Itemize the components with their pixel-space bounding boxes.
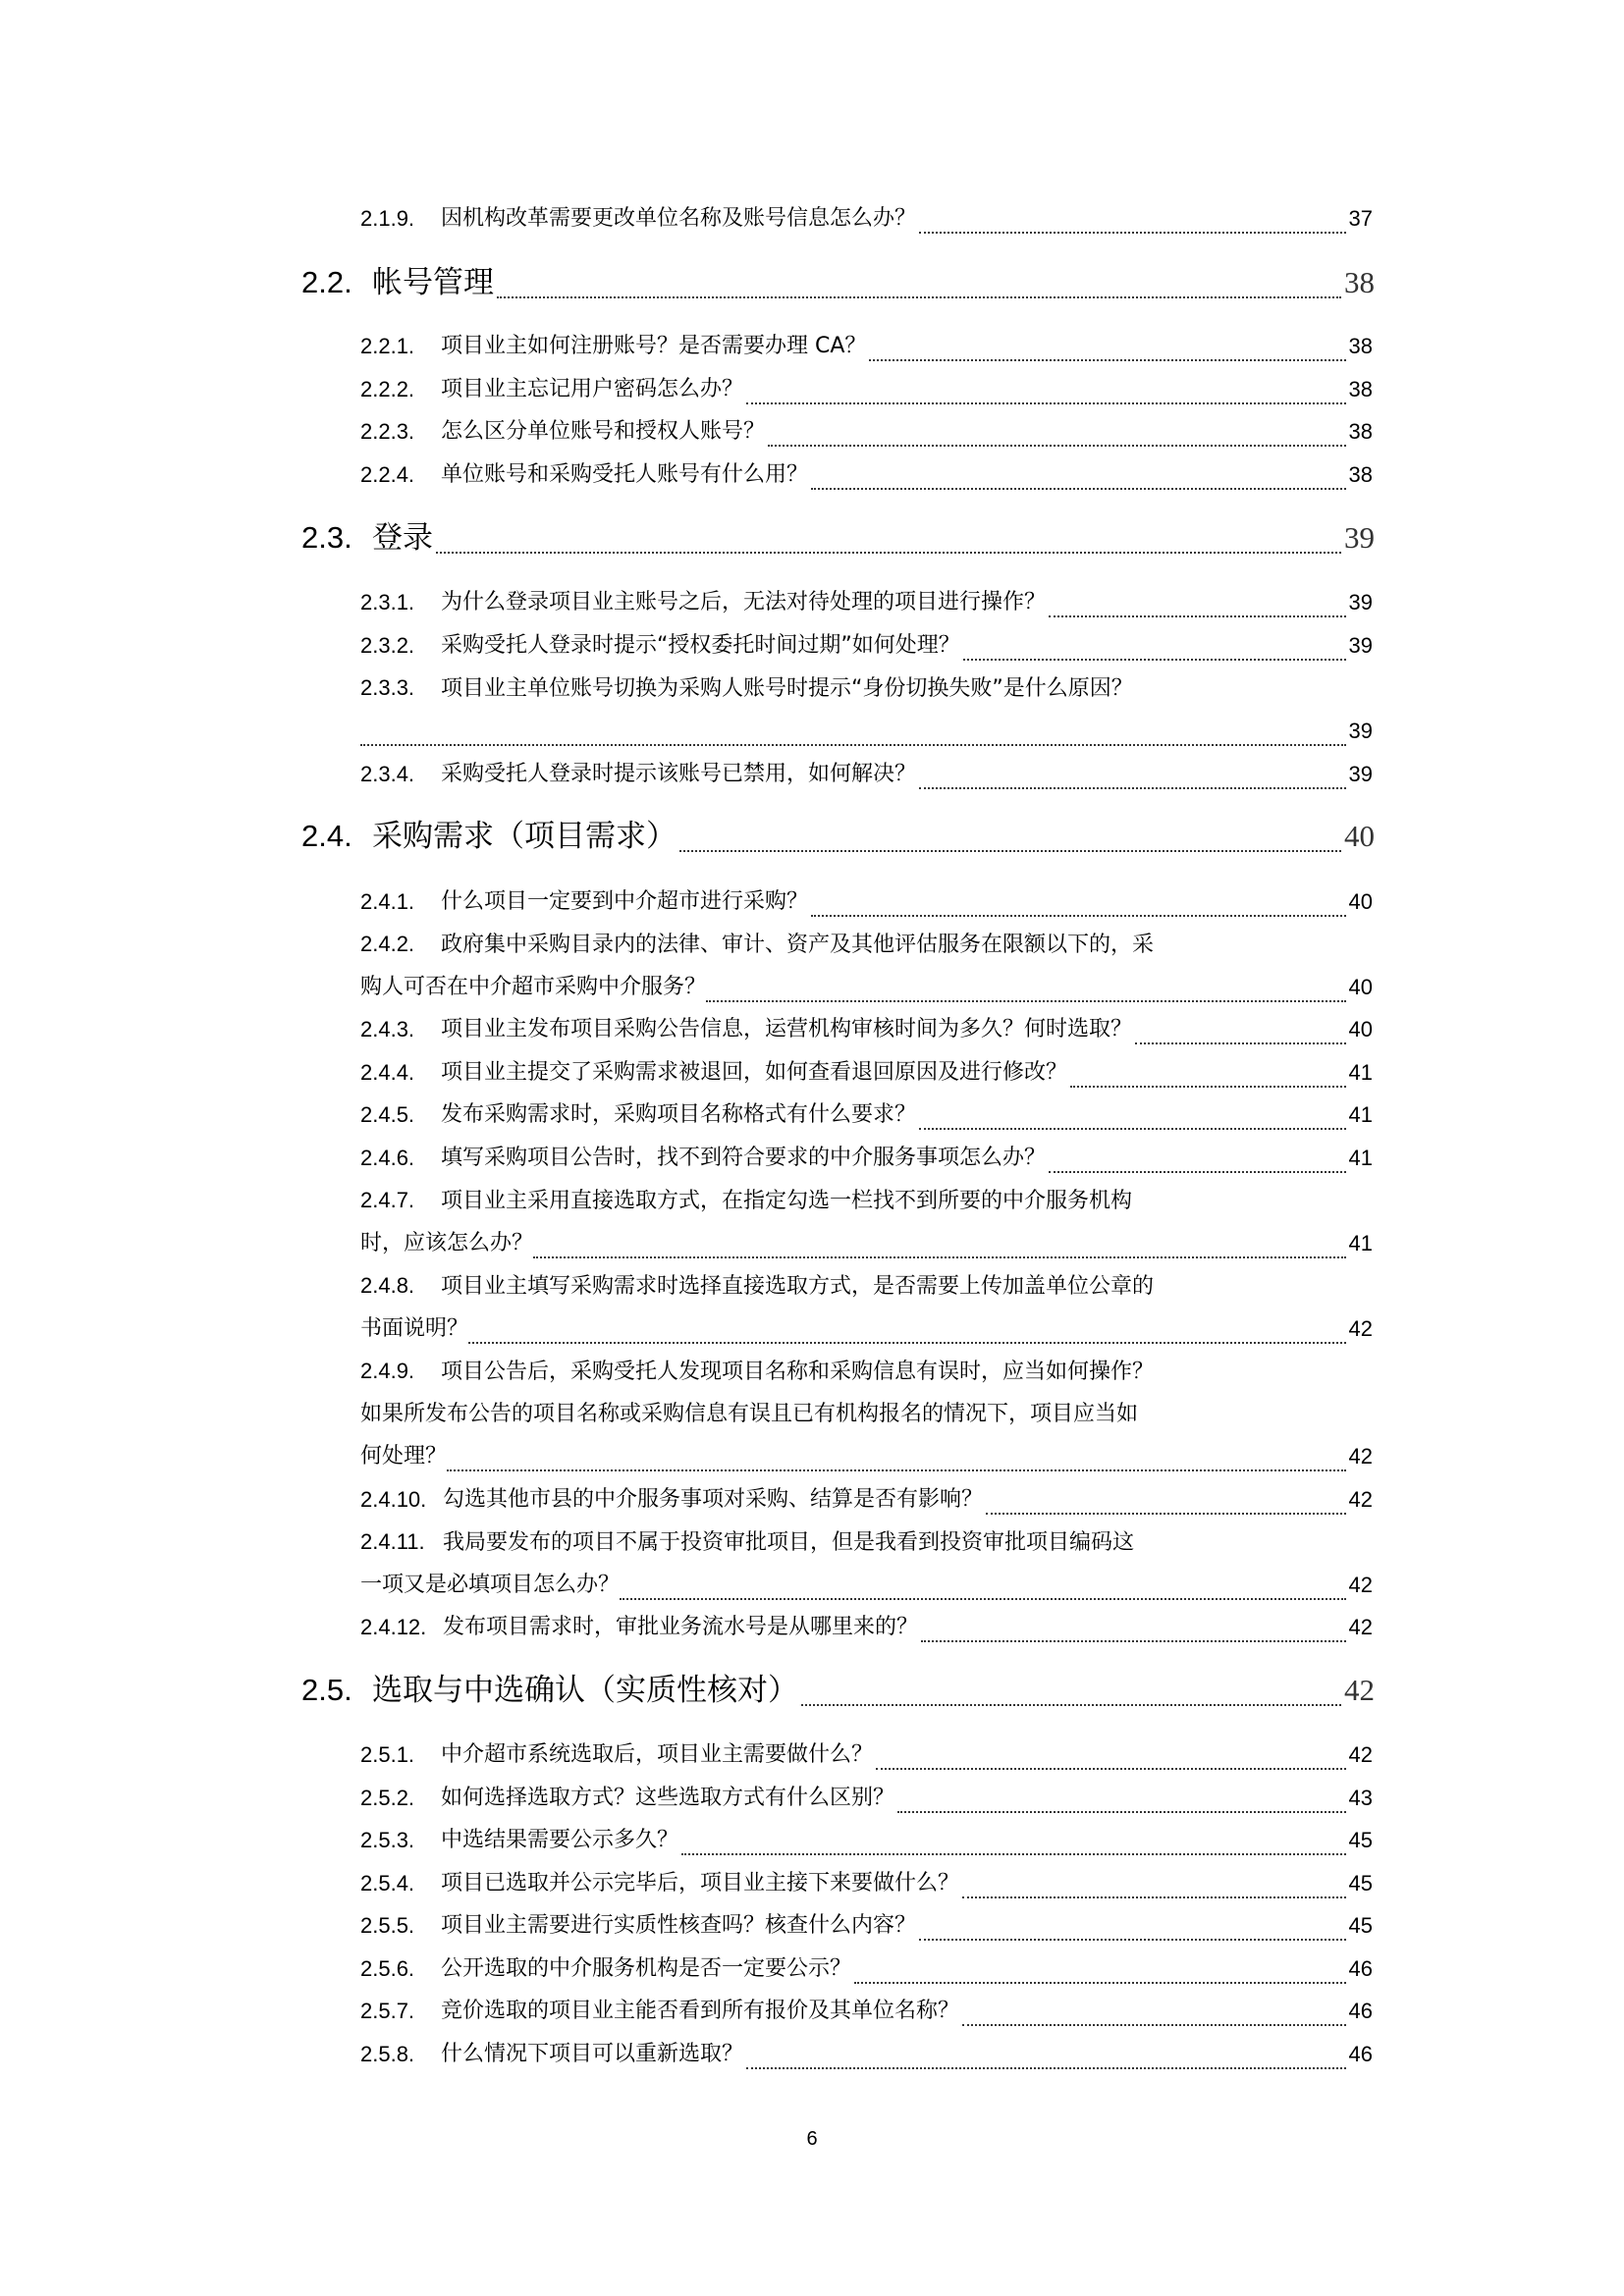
dot-leader	[679, 850, 1341, 852]
toc-entry-number: 2.4.2.	[360, 932, 415, 956]
toc-entry-title: 发布项目需求时，审批业务流水号是从哪里来的？	[443, 1615, 919, 1639]
dot-leader	[1049, 1171, 1346, 1173]
toc-entry-number: 2.2.2.	[360, 377, 415, 401]
toc-entry-page: 46	[1348, 2042, 1373, 2066]
dot-leader	[468, 1342, 1346, 1344]
toc-entry-number: 2.3.4.	[360, 762, 415, 786]
toc-section-2-3[interactable]	[301, 512, 1375, 563]
toc-entry-2-5-7[interactable]	[360, 1990, 1373, 2033]
dot-leader	[746, 2067, 1346, 2069]
toc-entry-page: 43	[1348, 1786, 1373, 1810]
toc-entry-title: 勾选其他市县的中介服务事项对采购、结算是否有影响？	[443, 1487, 984, 1512]
dot-leader	[746, 402, 1346, 404]
toc-entry-page: 40	[1348, 975, 1373, 999]
toc-entry-2-2-2[interactable]	[360, 368, 1373, 411]
toc-entry-2-2-1[interactable]	[360, 325, 1373, 368]
dot-leader	[919, 232, 1346, 234]
toc-entry-title: 为什么登录项目业主账号之后，无法对待处理的项目进行操作？	[441, 590, 1047, 614]
toc-section-page: 38	[1344, 265, 1375, 299]
toc-entry-2-4-5[interactable]	[360, 1094, 1373, 1137]
toc-entry-title-line-2: 如果所发布公告的项目名称或采购信息有误且已有机构报名的情况下，项目应当如	[360, 1402, 1139, 1426]
dot-leader	[986, 1513, 1346, 1515]
toc-entry-number: 2.5.1.	[360, 1742, 415, 1767]
toc-entry-page: 39	[1348, 762, 1373, 786]
dot-leader	[706, 1000, 1346, 1002]
toc-entry-title-line-2: 时，应该怎么办？	[360, 1231, 534, 1255]
toc-entry-number: 2.4.3.	[360, 1017, 415, 1041]
toc-entry-title: 填写采购项目公告时，找不到符合要求的中介服务事项怎么办？	[441, 1146, 1047, 1170]
toc-entry-2-3-3[interactable]	[360, 667, 1373, 711]
toc-entry-page: 42	[1348, 1487, 1373, 1512]
toc-entry-page: 41	[1348, 1231, 1373, 1255]
dot-leader	[876, 1768, 1346, 1770]
toc-entry-page: 40	[1348, 1017, 1373, 1041]
toc-entry-number: 2.4.6.	[360, 1146, 415, 1170]
toc-entry-title-line-1: 项目业主填写采购需求时选择直接选取方式，是否需要上传加盖单位公章的	[441, 1274, 1155, 1299]
toc-entry-number: 2.4.8.	[360, 1273, 415, 1298]
toc-entry-2-4-1[interactable]	[360, 881, 1373, 924]
dot-leader	[1049, 615, 1346, 617]
dot-leader	[921, 1640, 1346, 1642]
toc-entry-number: 2.5.5.	[360, 1913, 415, 1938]
toc-entry-number: 2.1.9.	[360, 206, 415, 231]
toc-entry-2-2-4[interactable]	[360, 454, 1373, 497]
toc-entry-page: 42	[1348, 1573, 1373, 1597]
toc-entry-title-line-1: 项目公告后，采购受托人发现项目名称和采购信息有误时，应当如何操作？	[441, 1360, 1155, 1384]
toc-section-2-5[interactable]	[301, 1665, 1375, 1716]
toc-entry-page: 41	[1348, 1146, 1373, 1170]
dot-leader	[768, 445, 1346, 447]
toc-entry-number: 2.5.8.	[360, 2042, 415, 2066]
toc-entry-2-5-5[interactable]	[360, 1904, 1373, 1948]
toc-entry-title: 中介超市系统选取后，项目业主需要做什么？	[441, 1742, 874, 1767]
toc-entry-title: 采购受托人登录时提示该账号已禁用，如何解决？	[441, 762, 917, 786]
toc-entry-title-line-2: 购人可否在中介超市采购中介服务？	[360, 975, 707, 999]
toc-entry-number: 2.3.2.	[360, 633, 415, 658]
toc-entry-number: 2.3.3.	[360, 675, 415, 700]
dot-leader	[681, 1853, 1346, 1855]
toc-entry-title: 项目业主需要进行实质性核查吗？核查什么内容？	[441, 1913, 917, 1938]
toc-entry-page: 39	[1348, 590, 1373, 614]
toc-entry-title: 项目业主单位账号切换为采购人账号时提示“身份切换失败”是什么原因？	[441, 676, 1133, 701]
toc-entry-2-5-4[interactable]	[360, 1862, 1373, 1905]
toc-entry-2-3-2[interactable]	[360, 624, 1373, 667]
toc-section-page: 42	[1344, 1673, 1375, 1707]
toc-entry-2-5-6[interactable]	[360, 1948, 1373, 1991]
toc-entry-page: 42	[1348, 1316, 1373, 1341]
toc-section-2-4[interactable]	[301, 811, 1375, 862]
toc-entry-page: 39	[1348, 633, 1373, 658]
toc-entry-2-4-10[interactable]	[360, 1478, 1373, 1522]
toc-entry-2-4-7[interactable]	[360, 1179, 1373, 1223]
toc-entry-2-4-6[interactable]	[360, 1137, 1373, 1180]
toc-entry-title: 项目业主忘记用户密码怎么办？	[441, 377, 744, 401]
toc-entry-2-4-2[interactable]	[360, 923, 1373, 967]
toc-section-title: 登录	[372, 520, 433, 556]
toc-entry-2-4-9[interactable]	[360, 1350, 1373, 1394]
toc-entry-2-5-8[interactable]	[360, 2033, 1373, 2076]
toc-entry-2-5-2[interactable]	[360, 1777, 1373, 1820]
toc-section-number: 2.5.	[301, 1673, 352, 1707]
toc-entry-number: 2.2.4.	[360, 462, 415, 487]
toc-entry-title: 如何选择选取方式？这些选取方式有什么区别？	[441, 1786, 895, 1810]
toc-entry-title: 采购受托人登录时提示“授权委托时间过期”如何处理？	[441, 633, 960, 658]
dot-leader	[620, 1598, 1346, 1600]
toc-section-page: 40	[1344, 819, 1375, 853]
dot-leader	[919, 1939, 1346, 1941]
toc-entry-page: 45	[1348, 1913, 1373, 1938]
toc-entry-page: 41	[1348, 1060, 1373, 1085]
toc-entry-2-2-3[interactable]	[360, 410, 1373, 454]
toc-entry-number: 2.4.11.	[360, 1529, 425, 1554]
toc-entry-title: 发布采购需求时，采购项目名称格式有什么要求？	[441, 1102, 917, 1127]
toc-entry-page: 42	[1348, 1444, 1373, 1468]
toc-entry-2-4-4[interactable]	[360, 1051, 1373, 1095]
toc-entry-title-line-1: 政府集中采购目录内的法律、审计、资产及其他评估服务在限额以下的，采	[441, 933, 1155, 957]
toc-entry-page: 38	[1348, 334, 1373, 358]
dot-leader	[360, 744, 1346, 746]
toc-entry-number: 2.4.4.	[360, 1060, 415, 1085]
toc-entry-page: 46	[1348, 1956, 1373, 1981]
toc-entry-number: 2.5.6.	[360, 1956, 415, 1981]
toc-entry-page: 42	[1348, 1615, 1373, 1639]
toc-entry-number: 2.4.9.	[360, 1359, 415, 1383]
toc-entry-page: 41	[1348, 1102, 1373, 1127]
toc-entry-title-line-2: 一项又是必填项目怎么办？	[360, 1573, 621, 1597]
toc-entry-title: 公开选取的中介服务机构是否一定要公示？	[441, 1956, 852, 1981]
toc-entry-page: 46	[1348, 1999, 1373, 2023]
dot-leader	[919, 787, 1346, 789]
toc-entry-page: 37	[1348, 206, 1373, 231]
toc-entry-title: 单位账号和采购受托人账号有什么用？	[441, 462, 809, 487]
toc-entry-2-4-8-line-2[interactable]	[360, 1308, 1373, 1351]
toc-entry-2-4-7-line-2[interactable]	[360, 1222, 1373, 1265]
toc-entry-title: 什么情况下项目可以重新选取？	[441, 2042, 744, 2066]
toc-entry-title: 中选结果需要公示多久？	[441, 1828, 679, 1852]
toc-entry-number: 2.3.1.	[360, 590, 415, 614]
toc-entry-2-4-11[interactable]	[360, 1521, 1373, 1565]
toc-entry-number: 2.4.7.	[360, 1188, 415, 1212]
toc-entry-number: 2.4.1.	[360, 889, 415, 914]
toc-entry-number: 2.4.5.	[360, 1102, 415, 1127]
toc-entry-title: 项目已选取并公示完毕后，项目业主接下来要做什么？	[441, 1871, 960, 1896]
toc-entry-title: 怎么区分单位账号和授权人账号？	[441, 419, 766, 444]
toc-entry-2-3-3-leader-line[interactable]	[360, 710, 1373, 753]
toc-entry-2-4-9-line-3[interactable]	[360, 1435, 1373, 1478]
toc-entry-2-3-4[interactable]	[360, 753, 1373, 796]
toc-entry-number: 2.5.4.	[360, 1871, 415, 1896]
toc-entry-title-line-1: 我局要发布的项目不属于投资审批项目，但是我看到投资审批项目编码这	[443, 1530, 1135, 1555]
dot-leader	[897, 1811, 1346, 1813]
toc-entry-title-line-2: 书面说明？	[360, 1316, 469, 1341]
toc-entry-page: 40	[1348, 889, 1373, 914]
toc-entry-2-4-8[interactable]	[360, 1264, 1373, 1308]
toc-entry-2-4-3[interactable]	[360, 1008, 1373, 1051]
dot-leader	[963, 659, 1346, 661]
dot-leader	[854, 1982, 1346, 1984]
toc-entry-title: 竞价选取的项目业主能否看到所有报价及其单位名称？	[441, 1999, 960, 2023]
dot-leader	[811, 915, 1346, 917]
toc-section-title: 帐号管理	[372, 265, 494, 300]
dot-leader	[869, 359, 1345, 361]
toc-entry-title: 项目业主发布项目采购公告信息，运营机构审核时间为多久？何时选取？	[441, 1017, 1133, 1041]
toc-entry-2-5-1[interactable]	[360, 1734, 1373, 1777]
toc-section-number: 2.3.	[301, 520, 352, 555]
toc-entry-page: 42	[1348, 1742, 1373, 1767]
toc-entry-2-1-9[interactable]	[360, 197, 1373, 240]
toc-section-page: 39	[1344, 520, 1375, 555]
page-number: 6	[806, 2128, 818, 2150]
dot-leader	[962, 1896, 1346, 1898]
toc-entry-title: 因机构改革需要更改单位名称及账号信息怎么办？	[441, 206, 917, 231]
toc-entry-page: 39	[1348, 719, 1373, 743]
dot-leader	[436, 552, 1341, 554]
dot-leader	[811, 488, 1346, 490]
dot-leader	[919, 1128, 1346, 1130]
toc-entry-2-4-9-line-2[interactable]	[360, 1393, 1373, 1436]
toc-entry-2-4-12[interactable]	[360, 1606, 1373, 1649]
toc-entry-page: 45	[1348, 1828, 1373, 1852]
toc-entry-page: 38	[1348, 462, 1373, 487]
toc-entry-2-4-2-line-2[interactable]	[360, 966, 1373, 1009]
toc-entry-number: 2.4.12.	[360, 1615, 427, 1639]
toc-section-2-2[interactable]	[301, 257, 1375, 308]
toc-section-number: 2.2.	[301, 265, 352, 299]
toc-entry-number: 2.4.10.	[360, 1487, 427, 1512]
dot-leader	[962, 2024, 1346, 2026]
toc-entry-page: 38	[1348, 377, 1373, 401]
toc-entry-number: 2.5.2.	[360, 1786, 415, 1810]
toc-entry-2-5-3[interactable]	[360, 1819, 1373, 1862]
dot-leader	[447, 1469, 1346, 1471]
dot-leader	[801, 1704, 1341, 1706]
dot-leader	[497, 296, 1341, 298]
toc-entry-number: 2.5.7.	[360, 1999, 415, 2023]
toc-section-title: 选取与中选确认（实质性核对）	[372, 1673, 798, 1708]
toc-entry-number: 2.2.1.	[360, 334, 415, 358]
toc-entry-number: 2.5.3.	[360, 1828, 415, 1852]
toc-entry-title: 项目业主如何注册账号？是否需要办理 CA？	[441, 334, 867, 358]
toc-entry-page: 38	[1348, 419, 1373, 444]
dot-leader	[1135, 1042, 1346, 1044]
toc-entry-page: 45	[1348, 1871, 1373, 1896]
toc-entry-title: 项目业主提交了采购需求被退回，如何查看退回原因及进行修改？	[441, 1060, 1068, 1085]
toc-entry-title: 什么项目一定要到中介超市进行采购？	[441, 889, 809, 914]
toc-entry-number: 2.2.3.	[360, 419, 415, 444]
toc-section-number: 2.4.	[301, 819, 352, 853]
dot-leader	[1070, 1086, 1346, 1088]
toc-entry-title-line-1: 项目业主采用直接选取方式，在指定勾选一栏找不到所要的中介服务机构	[441, 1189, 1133, 1213]
toc-section-title: 采购需求（项目需求）	[372, 819, 677, 854]
dot-leader	[533, 1256, 1346, 1258]
toc-entry-2-3-1[interactable]	[360, 581, 1373, 624]
toc-entry-title-line-3: 何处理？	[360, 1444, 448, 1468]
toc-entry-2-4-11-line-2[interactable]	[360, 1564, 1373, 1607]
